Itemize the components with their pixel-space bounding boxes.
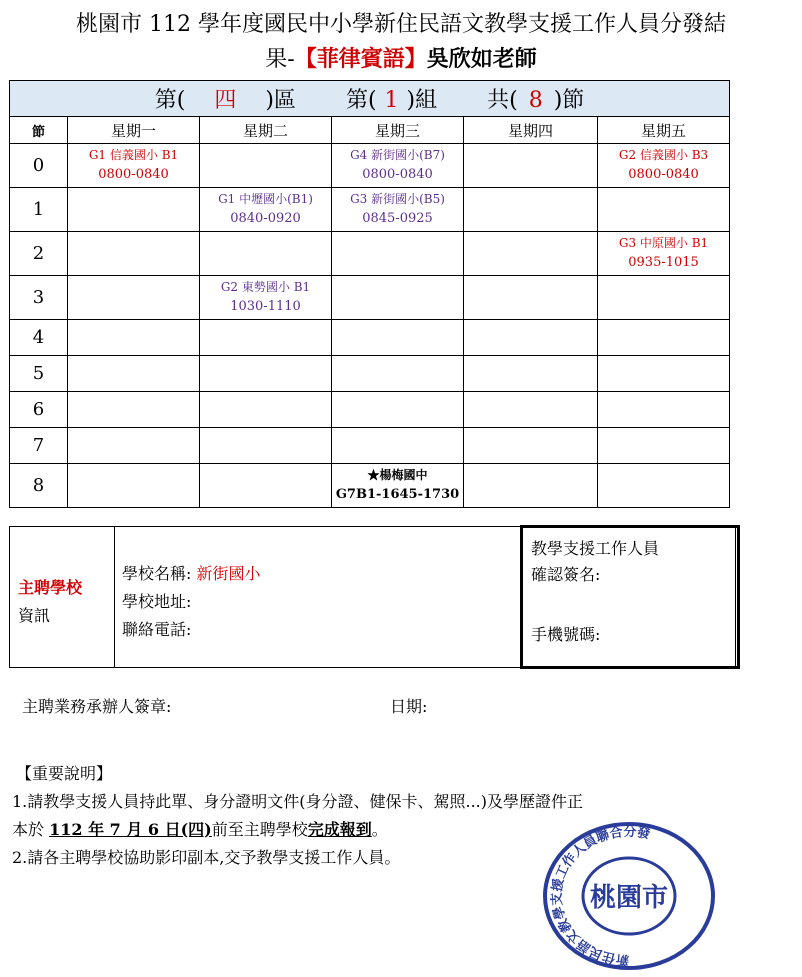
period-row	[10, 428, 730, 464]
schedule-header-row	[10, 81, 730, 117]
schedule-cell	[200, 356, 332, 392]
class-time: 0800-0840	[362, 167, 433, 182]
schedule-cell	[598, 232, 730, 276]
schedule-cell	[200, 144, 332, 188]
schedule-cell	[68, 144, 200, 188]
class-time: 1030-1110	[230, 299, 301, 314]
host-school-label-cell	[10, 527, 115, 667]
schedule-cell	[332, 276, 464, 320]
period-number: 3	[10, 276, 68, 320]
day-thursday: 星期四	[464, 117, 598, 144]
schedule-cell	[464, 428, 598, 464]
schedule-cell	[464, 464, 598, 508]
schedule-cell	[464, 392, 598, 428]
school-name-line: 學校名稱: 新街國小	[122, 564, 261, 583]
period-number: 4	[10, 320, 68, 356]
handler-signature-label: 主聘業務承辦人簽章:	[22, 697, 172, 716]
title-line-1: 桃園市 112 學年度國民中小學新住民語文教學支援工作人員分發結	[76, 12, 726, 37]
schedule-cell	[598, 464, 730, 508]
staff-confirm-title: 教學支援工作人員	[531, 539, 660, 558]
period-number: 8	[10, 464, 68, 508]
class-school: ★楊梅國中	[367, 468, 428, 482]
schedule-cell	[68, 232, 200, 276]
class-school: G2 信義國小 B3	[618, 148, 709, 162]
period-number: 6	[10, 392, 68, 428]
period-column-header: 節	[10, 117, 68, 144]
class-school: G3 中原國小 B1	[618, 236, 709, 250]
period-row	[10, 392, 730, 428]
school-address-line: 學校地址:	[122, 592, 192, 611]
host-school-label: 主聘學校	[18, 578, 83, 597]
period-number: 2	[10, 232, 68, 276]
note-1-line-1: 1.請教學支援人員持此單、身分證明文件(身分證、健保卡、駕照...)及學歷證件正	[12, 792, 584, 811]
weekday-row	[10, 117, 730, 144]
report-date: 112 年 7 月 6 日(四)	[49, 820, 212, 839]
schedule-table	[9, 80, 730, 508]
schedule-cell	[332, 392, 464, 428]
schedule-cell	[68, 188, 200, 232]
class-school: G1 信義國小 B1	[88, 148, 179, 162]
schedule-cell	[332, 428, 464, 464]
schedule-cell	[598, 276, 730, 320]
period-row	[10, 276, 730, 320]
schedule-cell	[200, 392, 332, 428]
class-time: 0800-0840	[628, 167, 699, 182]
period-row	[10, 356, 730, 392]
class-school: G2 東勢國小 B1	[220, 280, 311, 294]
day-tuesday: 星期二	[200, 117, 332, 144]
seal-center-text: 桃園市	[589, 883, 669, 913]
title-line-2	[0, 42, 802, 77]
seal-ring-text: 新住民語文教學支援工作人員聯合分發	[549, 824, 652, 968]
staff-signature-field: 確認簽名:	[531, 565, 601, 584]
schedule-cell	[200, 276, 332, 320]
notes-heading: 【重要說明】	[16, 764, 113, 783]
host-school-info-box	[9, 526, 736, 668]
group-number: 1	[384, 88, 399, 113]
class-time: 0935-1015	[628, 255, 699, 270]
document-title	[0, 8, 802, 77]
schedule-cell	[200, 428, 332, 464]
schedule-cell	[464, 276, 598, 320]
class-school: G1 中壢國小(B1)	[218, 192, 313, 206]
day-monday: 星期一	[68, 117, 200, 144]
schedule-cell	[68, 320, 200, 356]
school-details	[122, 560, 261, 644]
schedule-cell	[200, 188, 332, 232]
class-time: 0840-0920	[230, 211, 301, 226]
note-2: 2.請各主聘學校協助影印副本,交予教學支援工作人員。	[12, 848, 401, 867]
official-seal-stamp	[543, 822, 715, 970]
period-row	[10, 320, 730, 356]
school-name-value: 新街國小	[196, 564, 261, 583]
schedule-cell	[332, 464, 464, 508]
period-row	[10, 232, 730, 276]
period-number: 7	[10, 428, 68, 464]
class-time: 0845-0925	[362, 211, 433, 226]
class-time: G7B1-1645-1730	[335, 487, 460, 502]
class-school: G4 新街國小(B7)	[350, 148, 445, 162]
period-number: 0	[10, 144, 68, 188]
schedule-cell	[464, 188, 598, 232]
schedule-cell	[68, 428, 200, 464]
schedule-cell	[464, 356, 598, 392]
schedule-cell	[464, 232, 598, 276]
schedule-cell	[598, 356, 730, 392]
title-prefix: 果-	[265, 47, 295, 72]
schedule-cell	[598, 320, 730, 356]
schedule-header: 第( 四 )區 第( 1 )組 共( 8 )節	[10, 81, 730, 117]
schedule-cell	[332, 320, 464, 356]
schedule-cell	[598, 392, 730, 428]
title-language: 【菲律賓語】	[294, 46, 427, 72]
class-school: G3 新街國小(B5)	[350, 192, 445, 206]
note-1-line-2: 本於 112 年 7 月 6 日(四)前至主聘學校完成報到。	[12, 820, 388, 839]
school-phone-line: 聯絡電話:	[122, 620, 192, 639]
zone-number: 四	[214, 88, 237, 113]
date-label: 日期:	[390, 697, 428, 716]
schedule-cell	[598, 144, 730, 188]
period-row	[10, 144, 730, 188]
staff-phone-field: 手機號碼:	[531, 625, 601, 644]
period-row	[10, 188, 730, 232]
day-wednesday: 星期三	[332, 117, 464, 144]
period-row	[10, 464, 730, 508]
schedule-cell	[332, 232, 464, 276]
schedule-cell	[332, 144, 464, 188]
schedule-cell	[332, 356, 464, 392]
schedule-cell	[200, 320, 332, 356]
schedule-cell	[200, 464, 332, 508]
schedule-cell	[464, 144, 598, 188]
schedule-cell	[68, 356, 200, 392]
schedule-cell	[332, 188, 464, 232]
schedule-cell	[598, 428, 730, 464]
report-complete: 完成報到	[307, 820, 372, 839]
title-teacher: 吳欣如老師	[426, 46, 537, 72]
period-number: 5	[10, 356, 68, 392]
schedule-cell	[68, 392, 200, 428]
schedule-cell	[200, 232, 332, 276]
staff-confirmation-box	[520, 525, 740, 669]
schedule-cell	[598, 188, 730, 232]
class-time: 0800-0840	[98, 167, 169, 182]
day-friday: 星期五	[598, 117, 730, 144]
schedule-cell	[464, 320, 598, 356]
period-number: 1	[10, 188, 68, 232]
info-label: 資訊	[18, 606, 51, 625]
schedule-cell	[68, 276, 200, 320]
total-periods: 8	[528, 88, 543, 113]
schedule-cell	[68, 464, 200, 508]
